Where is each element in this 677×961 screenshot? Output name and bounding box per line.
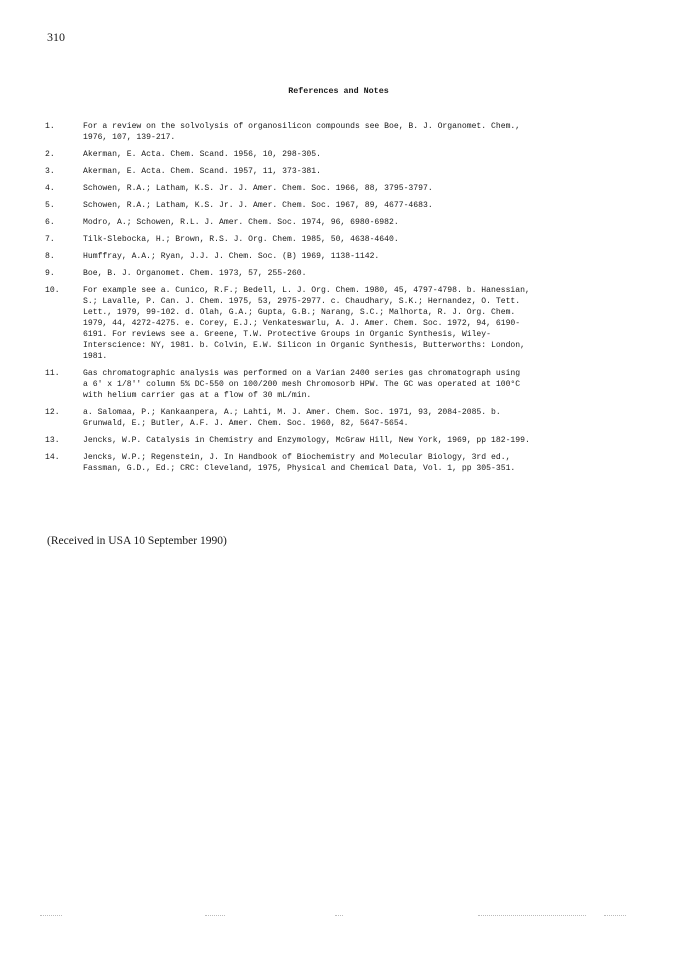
- reference-text-line: For a review on the solvolysis of organosilicon compounds see Boe, B. J. Organomet. Chem.,: [83, 122, 521, 131]
- reference-item: [45, 452, 645, 474]
- reference-item: [45, 435, 645, 446]
- reference-number: 5.: [45, 201, 55, 210]
- reference-number: 12.: [45, 408, 60, 417]
- reference-text-line: with helium carrier gas at a flow of 30 mL/min.: [83, 391, 312, 400]
- reference-text-line: For example see a. Cunico, R.F.; Bedell, L. J. Org. Chem. 1980, 45, 4797-4798. b. Hanessian,: [83, 286, 530, 295]
- reference-text-line: Modro, A.; Schowen, R.L. J. Amer. Chem. Soc. 1974, 96, 6980-6982.: [83, 218, 399, 227]
- reference-text-line: Humffray, A.A.; Ryan, J.J. J. Chem. Soc. (B) 1969, 1138-1142.: [83, 252, 380, 261]
- reference-number: 4.: [45, 184, 55, 193]
- reference-text-line: 1976, 107, 139-217.: [83, 133, 176, 142]
- reference-text-line: a. Salomaa, P.; Kankaanpera, A.; Lahti, M. J. Amer. Chem. Soc. 1971, 93, 2084-2085. b.: [83, 408, 501, 417]
- reference-text-line: Schowen, R.A.; Latham, K.S. Jr. J. Amer. Chem. Soc. 1967, 89, 4677-4683.: [83, 201, 433, 210]
- reference-number: 1.: [45, 122, 55, 131]
- reference-item: [45, 268, 645, 279]
- reference-text-line: 6191. For reviews see a. Greene, T.W. Protective Groups in Organic Synthesis, Wiley-: [83, 330, 491, 339]
- reference-text-line: Schowen, R.A.; Latham, K.S. Jr. J. Amer. Chem. Soc. 1966, 88, 3795-3797.: [83, 184, 433, 193]
- reference-text-line: Tilk-Slebocka, H.; Brown, R.S. J. Org. Chem. 1985, 50, 4638-4640.: [83, 235, 399, 244]
- reference-number: 9.: [45, 269, 55, 278]
- reference-text-line: Jencks, W.P. Catalysis in Chemistry and Enzymology, McGraw Hill, New York, 1969, pp 182-199.: [83, 436, 530, 445]
- received-date-note: (Received in USA 10 September 1990): [47, 535, 227, 547]
- reference-item: [45, 166, 645, 177]
- reference-text-line: 1981.: [83, 352, 108, 361]
- reference-number: 8.: [45, 252, 55, 261]
- reference-text-line: Grunwald, E.; Butler, A.F. J. Amer. Chem. Soc. 1960, 82, 5647-5654.: [83, 419, 409, 428]
- reference-item: [45, 149, 645, 160]
- reference-number: 13.: [45, 436, 60, 445]
- reference-text-line: Akerman, E. Acta. Chem. Scand. 1956, 10, 298-305.: [83, 150, 321, 159]
- reference-item: [45, 200, 645, 211]
- reference-text-line: 1979, 44, 4272-4275. e. Corey, E.J.; Venkateswarlu, A. J. Amer. Chem. Soc. 1972, 94, 6190-: [83, 319, 521, 328]
- reference-text-line: Jencks, W.P.; Regenstein, J. In Handbook of Biochemistry and Molecular Biology, 3rd ed.,: [83, 453, 511, 462]
- reference-list: [45, 121, 645, 480]
- reference-text-line: Boe, B. J. Organomet. Chem. 1973, 57, 255-260.: [83, 269, 307, 278]
- reference-item: [45, 183, 645, 194]
- reference-text-line: a 6' x 1/8'' column 5% DC-550 on 100/200 mesh Chromosorb HPW. The GC was operated at 100°C: [83, 380, 521, 389]
- reference-number: 3.: [45, 167, 55, 176]
- page-number: 310: [47, 30, 65, 44]
- reference-number: 2.: [45, 150, 55, 159]
- reference-number: 6.: [45, 218, 55, 227]
- reference-item: [45, 121, 645, 143]
- reference-number: 14.: [45, 453, 60, 462]
- reference-item: [45, 217, 645, 228]
- reference-text-line: Fassman, G.D., Ed.; CRC: Cleveland, 1975, Physical and Chemical Data, Vol. 1, pp 305-351.: [83, 464, 516, 473]
- reference-item: [45, 251, 645, 262]
- reference-item: [45, 285, 645, 362]
- section-heading: References and Notes: [288, 86, 389, 96]
- reference-text-line: Lett., 1979, 99-102. d. Olah, G.A.; Gupta, G.B.; Narang, S.C.; Malhorta, R. J. Org. Chem.: [83, 308, 516, 317]
- reference-number: 11.: [45, 369, 60, 378]
- reference-text-line: Gas chromatographic analysis was performed on a Varian 2400 series gas chromatograph using: [83, 369, 521, 378]
- reference-item: [45, 407, 645, 429]
- reference-item: [45, 234, 645, 245]
- reference-number: 7.: [45, 235, 55, 244]
- reference-text-line: Interscience: NY, 1981. b. Colvin, E.W. Silicon in Organic Synthesis, Butterworths: London,: [83, 341, 525, 350]
- reference-item: [45, 368, 645, 401]
- scan-footer-marks: [0, 915, 677, 921]
- reference-text-line: S.; Lavalle, P. Can. J. Chem. 1975, 53, 2975-2977. c. Chaudhary, S.K.; Hernandez, O. Tett.: [83, 297, 521, 306]
- reference-text-line: Akerman, E. Acta. Chem. Scand. 1957, 11, 373-381.: [83, 167, 321, 176]
- reference-number: 10.: [45, 286, 60, 295]
